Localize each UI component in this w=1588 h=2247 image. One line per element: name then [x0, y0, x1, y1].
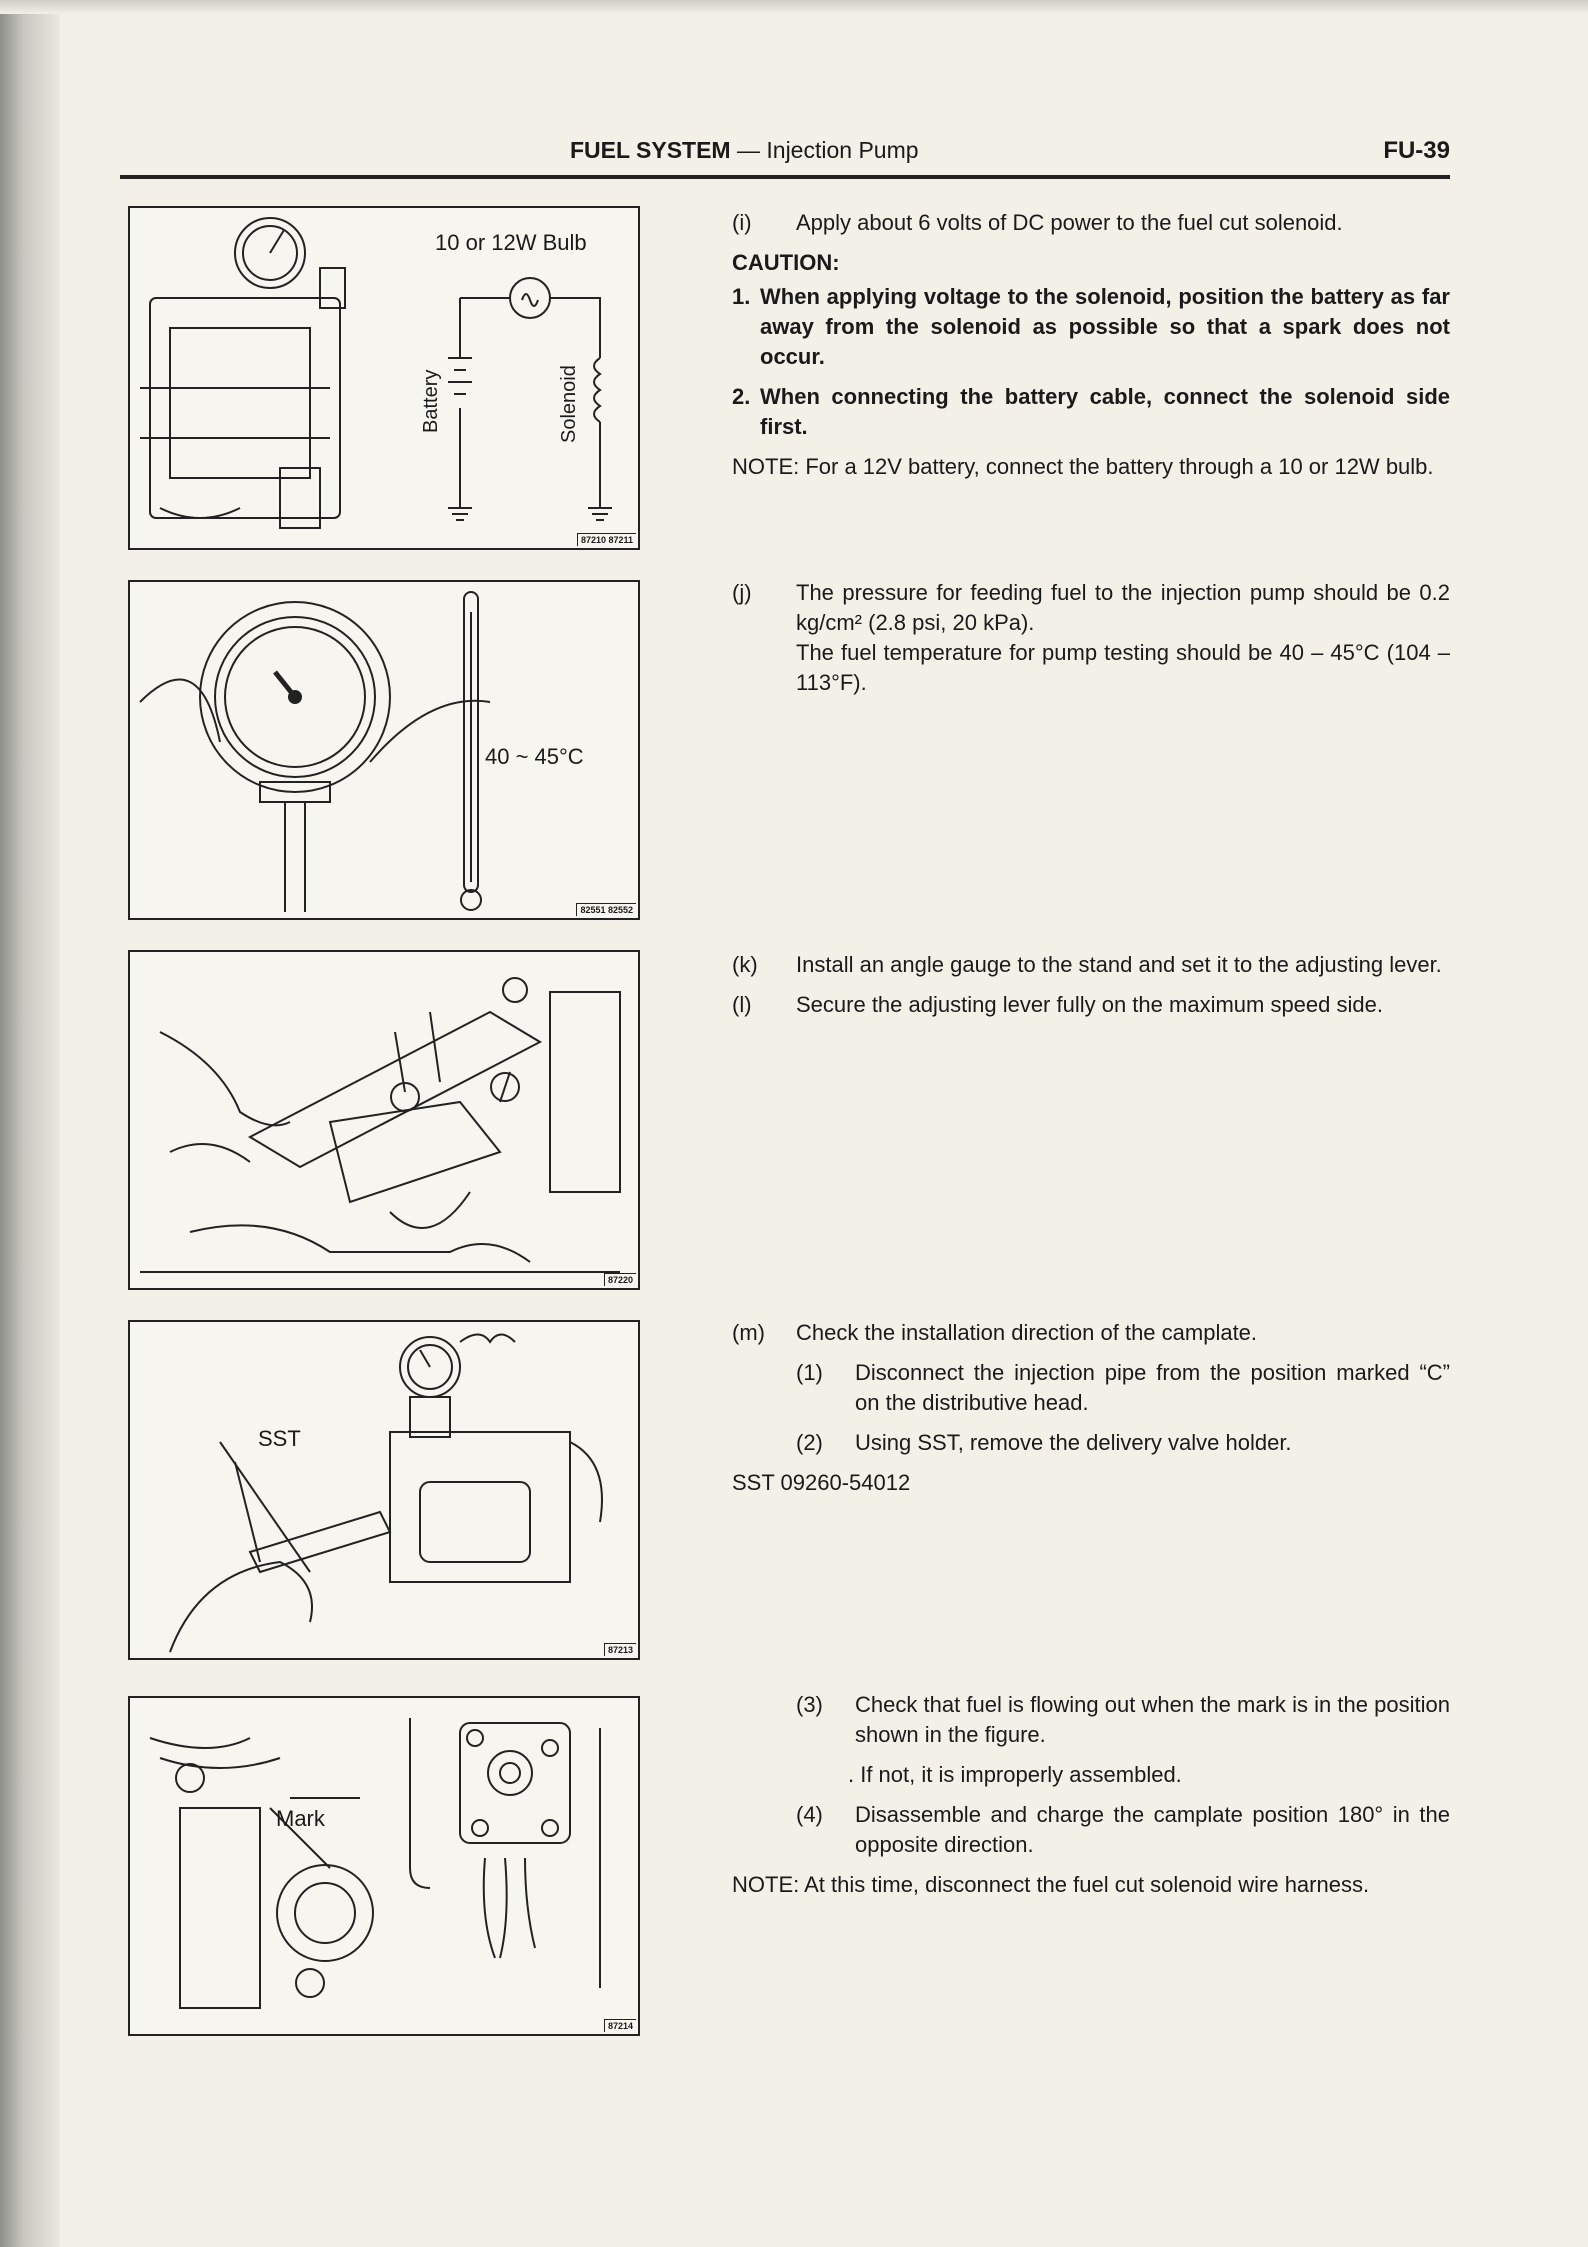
bulb-label: 10 or 12W Bulb: [435, 230, 587, 255]
step-m: (m) Check the installation direction of the camplate.: [732, 1320, 1258, 1345]
scan-edge: [0, 0, 1588, 14]
step-m-4: (4) Disassemble and charge the camplate position 180° in the opposite direction.: [796, 1802, 1450, 1857]
header-title: FUEL SYSTEM — Injection Pump: [570, 137, 919, 163]
temperature-label: 40 ~ 45°C: [485, 744, 584, 769]
step-i: (i) Apply about 6 volts of DC power to the fuel cut solenoid.: [732, 210, 1343, 235]
text-block-mark-check: [732, 1690, 1450, 1900]
figure-code: 87220: [604, 1273, 636, 1286]
figure-code: 87214: [604, 2019, 636, 2032]
angle-gauge-illustration: [130, 952, 638, 1288]
step-l: (l) Secure the adjusting lever fully on the maximum speed side.: [732, 992, 1383, 1017]
step-m-3-note: . If not, it is improperly assembled.: [848, 1762, 1182, 1787]
page-number: FU-39: [1383, 137, 1450, 164]
figure-pressure-temperature: [128, 580, 640, 920]
figure-solenoid-wiring: [128, 206, 640, 550]
figure-code: 87210 87211: [577, 533, 636, 546]
step-j: (j) The pressure for feeding fuel to the injection pump should be 0.2 kg/cm² (2.8 psi, 20 kPa). The fuel temperature for pump testing should be 40 – 45°C (104 – 113°F).: [732, 580, 1450, 695]
text-block-solenoid: [732, 208, 1450, 482]
solenoid-label: Solenoid: [558, 365, 580, 443]
text-block-angle-gauge: [732, 950, 1450, 1030]
figure-code: 82551 82552: [576, 903, 636, 916]
step-m-3: (3) Check that fuel is flowing out when the mark is in the position shown in the figure.: [796, 1692, 1450, 1747]
sst-number: SST 09260-54012: [732, 1470, 911, 1495]
sst-illustration: [130, 1322, 638, 1658]
camplate-mark-illustration: [130, 1698, 638, 2034]
note-wire-harness: NOTE: At this time, disconnect the fuel cut solenoid wire harness.: [732, 1872, 1370, 1897]
step-m-2: (2) Using SST, remove the delivery valve holder.: [796, 1430, 1292, 1455]
mark-label: Mark: [276, 1806, 325, 1831]
note-battery: NOTE: For a 12V battery, connect the battery through a 10 or 12W bulb.: [732, 454, 1434, 479]
figure-sst-delivery-valve: [128, 1320, 640, 1660]
sst-label: SST: [258, 1426, 301, 1451]
figure-angle-gauge: [128, 950, 640, 1290]
page-header: [120, 135, 1450, 179]
text-block-camplate: [732, 1318, 1450, 1498]
figure-camplate-mark: [128, 1696, 640, 2036]
caution-title: CAUTION:: [732, 250, 840, 275]
battery-label: Battery: [420, 369, 442, 433]
text-block-pressure: [732, 578, 1450, 708]
step-k: (k) Install an angle gauge to the stand and set it to the adjusting lever.: [732, 952, 1442, 977]
step-m-1: (1) Disconnect the injection pipe from the position marked “C” on the distributive head.: [796, 1360, 1450, 1415]
caution-2: 2. When connecting the battery cable, connect the solenoid side first.: [732, 384, 1450, 439]
figure-code: 87213: [604, 1643, 636, 1656]
page-shadow: [0, 0, 60, 2247]
caution-1: 1. When applying voltage to the solenoid, position the battery as far away from the solenoid as possible so that a spark does not occur.: [732, 284, 1450, 369]
